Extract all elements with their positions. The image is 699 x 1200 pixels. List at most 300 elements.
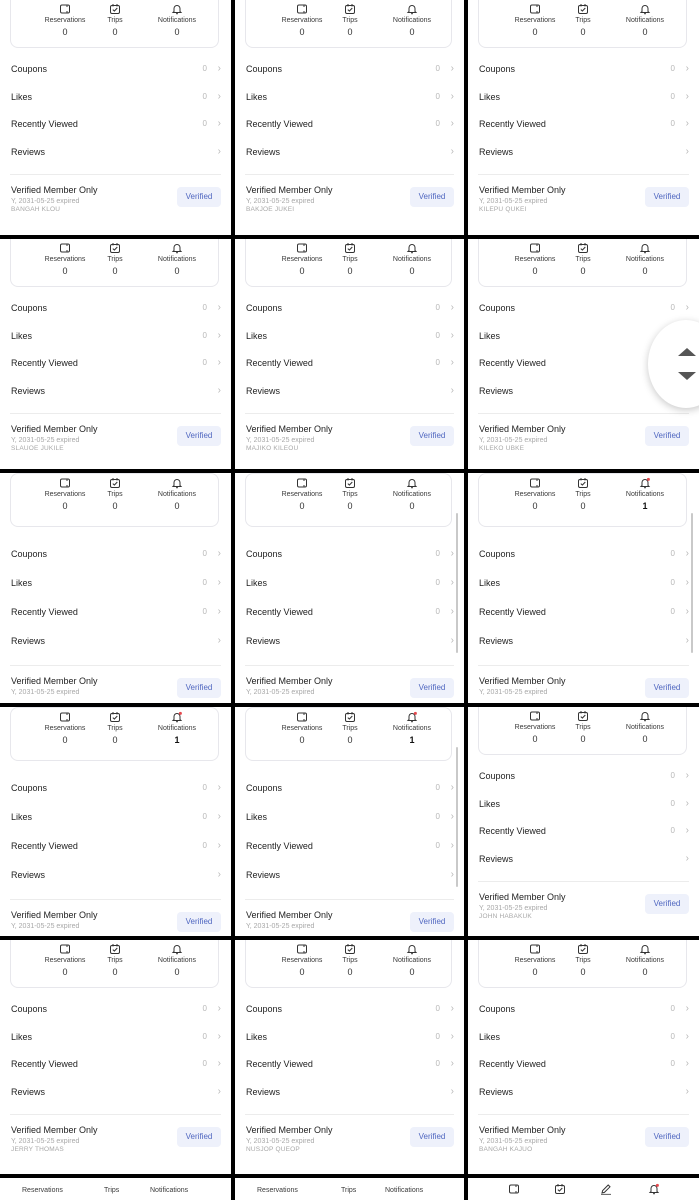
stat-trips[interactable]: [80, 711, 150, 746]
stat-label-trips: Trips: [107, 17, 123, 24]
menu-row-recently-viewed[interactable]: [246, 117, 454, 131]
menu-row-likes[interactable]: [11, 1030, 221, 1044]
verified-badge[interactable]: Verified: [177, 187, 221, 207]
menu-row-recently-viewed[interactable]: [479, 1057, 689, 1071]
menu-label: Reviews: [11, 636, 46, 646]
profile-screen: [235, 239, 464, 469]
menu-label: Recently Viewed: [479, 358, 546, 368]
menu-count: 0: [202, 1031, 207, 1041]
menu-row-coupons[interactable]: [479, 547, 689, 561]
chevron-right-icon: ›: [217, 384, 221, 396]
verified-member-section: [246, 1124, 454, 1164]
stat-value-reservations: 0: [299, 967, 305, 977]
stat-value-notifications: 0: [409, 266, 415, 276]
menu-row-reviews[interactable]: [11, 1085, 221, 1099]
menu-count: 0: [202, 119, 207, 128]
menu-row-recently-viewed[interactable]: [246, 605, 454, 619]
menu-label: Reviews: [11, 870, 46, 880]
stat-label-notifications: Notifications: [150, 1187, 189, 1194]
stat-label-trips: Trips: [107, 957, 123, 964]
menu-row-likes[interactable]: [11, 576, 221, 590]
stats-card: [10, 940, 219, 988]
stat-value-notifications: 0: [642, 27, 648, 37]
stat-notifications[interactable]: [142, 477, 212, 512]
verified-badge[interactable]: Verified: [410, 912, 454, 932]
calendar-check-icon: [577, 3, 589, 15]
verified-badge[interactable]: Verified: [410, 187, 454, 207]
member-title: Verified Member Only: [246, 910, 333, 920]
stat-label-reservations: Reservations: [22, 1187, 63, 1194]
menu-count: 0: [202, 841, 207, 850]
stat-label-trips: Trips: [575, 724, 591, 731]
stat-trips[interactable]: [315, 477, 385, 512]
stat-label-reservations: Reservations: [44, 17, 86, 24]
divider: [478, 174, 689, 175]
stat-label-notifications: Notifications: [625, 491, 665, 498]
menu-count: 0: [670, 91, 675, 101]
scrollbar[interactable]: [456, 747, 458, 887]
member-expiry: Y, 2031-05-25 expired: [479, 1138, 548, 1145]
menu-row-coupons[interactable]: [11, 547, 221, 561]
member-title: Verified Member Only: [479, 185, 566, 195]
menu-row-coupons[interactable]: [11, 301, 221, 315]
menu-row-likes[interactable]: [479, 576, 689, 590]
calendar-check-icon: [577, 710, 589, 722]
verified-badge[interactable]: Verified: [177, 1127, 221, 1147]
ticket-icon: [529, 3, 541, 15]
verified-member-section: [246, 184, 454, 224]
partial-screen-bottom-2: [235, 1178, 464, 1200]
menu-row-coupons[interactable]: [11, 781, 221, 795]
menu-label: Coupons: [11, 549, 48, 559]
calendar-check-icon: [344, 943, 356, 955]
menu-count: 0: [435, 812, 440, 821]
menu-label: Coupons: [246, 549, 283, 559]
stat-label-trips: Trips: [575, 957, 591, 964]
bell-icon: [171, 3, 183, 15]
menu-label: Likes: [246, 330, 268, 341]
chevron-right-icon: ›: [685, 852, 689, 864]
menu-row-reviews[interactable]: [479, 1085, 689, 1099]
stat-notifications[interactable]: [377, 242, 447, 277]
divider: [478, 413, 689, 414]
menu-count: 0: [435, 1031, 440, 1041]
menu-row-reviews[interactable]: [11, 634, 221, 648]
bell-icon: [406, 477, 418, 489]
menu-count: 0: [435, 783, 440, 792]
menu-row-likes[interactable]: [11, 810, 221, 824]
menu-count: 0: [435, 1059, 440, 1068]
member-title: Verified Member Only: [11, 1125, 98, 1135]
member-name: NUSJOP QUEOP: [246, 1146, 300, 1153]
member-title: Verified Member Only: [11, 676, 98, 686]
menu-label: Likes: [246, 91, 268, 102]
menu-count: 0: [670, 607, 675, 616]
stat-trips[interactable]: [548, 3, 618, 38]
chevron-right-icon: ›: [217, 840, 221, 851]
stat-notifications[interactable]: [142, 242, 212, 277]
chevron-right-icon: ›: [685, 1085, 689, 1097]
stat-trips[interactable]: [548, 477, 618, 512]
stat-label-notifications: Notifications: [157, 491, 197, 498]
stats-card: [245, 473, 452, 527]
menu-row-coupons[interactable]: [11, 1002, 221, 1016]
stat-notifications[interactable]: [142, 943, 212, 978]
stat-label-notifications: Notifications: [392, 957, 432, 964]
chevron-right-icon: ›: [685, 118, 689, 129]
menu-row-recently-viewed[interactable]: [246, 1057, 454, 1071]
chevron-right-icon: ›: [217, 90, 221, 102]
stat-value-trips: 0: [347, 967, 353, 977]
stat-label-trips: Trips: [342, 957, 358, 964]
menu-row-likes[interactable]: [246, 90, 454, 104]
menu-row-coupons[interactable]: [479, 301, 689, 315]
profile-screen: [235, 473, 464, 703]
stats-card: [245, 940, 452, 988]
stat-trips[interactable]: [80, 242, 150, 277]
stat-label-trips: Trips: [341, 1187, 357, 1194]
verified-badge[interactable]: Verified: [645, 894, 689, 914]
menu-row-coupons[interactable]: [479, 769, 689, 783]
menu-row-coupons[interactable]: [11, 62, 221, 76]
bell-icon[interactable]: [648, 1182, 660, 1200]
stat-trips[interactable]: [80, 477, 150, 512]
chevron-right-icon: ›: [217, 869, 221, 880]
stat-trips[interactable]: [548, 943, 618, 978]
stat-value-trips: 0: [580, 27, 586, 37]
menu-row-coupons[interactable]: [246, 781, 454, 795]
menu-row-reviews[interactable]: [11, 384, 221, 398]
chevron-right-icon: ›: [217, 302, 221, 313]
menu-row-likes[interactable]: [246, 810, 454, 824]
menu-label: Likes: [11, 91, 33, 102]
menu-label: Likes: [246, 578, 268, 588]
stats-card: [245, 239, 452, 287]
profile-screen: [468, 473, 699, 703]
chevron-right-icon: ›: [685, 63, 689, 74]
stat-value-trips: 0: [347, 501, 353, 511]
stat-trips[interactable]: [315, 242, 385, 277]
chevron-right-icon: ›: [685, 577, 689, 588]
member-title: Verified Member Only: [11, 185, 98, 195]
menu-row-likes[interactable]: [11, 329, 221, 343]
stat-value-notifications: 0: [642, 734, 648, 744]
menu-label: Reviews: [479, 1086, 514, 1097]
menu-label: Recently Viewed: [246, 119, 313, 129]
verified-member-section: [479, 184, 689, 224]
member-title: Verified Member Only: [246, 676, 333, 686]
profile-screen: [0, 239, 231, 469]
menu-label: Likes: [479, 578, 501, 588]
menu-row-likes[interactable]: [479, 797, 689, 811]
menu-label: Recently Viewed: [11, 119, 78, 129]
verified-badge[interactable]: Verified: [645, 187, 689, 207]
menu-row-coupons[interactable]: [246, 1002, 454, 1016]
chevron-right-icon: ›: [685, 302, 689, 313]
stat-trips[interactable]: [548, 242, 618, 277]
stat-label-notifications: Notifications: [625, 957, 665, 964]
divider: [245, 665, 454, 666]
menu-count: 0: [202, 64, 207, 73]
stat-value-trips: 0: [347, 735, 353, 745]
chevron-right-icon: ›: [450, 118, 454, 129]
menu-count: 0: [202, 1059, 207, 1068]
member-name: JOHN HABAKUK: [479, 913, 532, 920]
menu-label: Recently Viewed: [246, 1059, 313, 1069]
stat-value-trips: 0: [112, 735, 118, 745]
member-expiry: Y, 2031-05-25 expired: [479, 905, 548, 912]
menu-count: 0: [435, 358, 440, 367]
chevron-right-icon: ›: [450, 1003, 454, 1014]
verified-badge[interactable]: Verified: [410, 426, 454, 446]
bell-icon: [171, 943, 183, 955]
menu-row-recently-viewed[interactable]: [246, 356, 454, 370]
menu-row-reviews[interactable]: [479, 145, 689, 159]
stat-trips[interactable]: [548, 710, 618, 745]
verified-member-section: [11, 423, 221, 463]
menu-row-reviews[interactable]: [246, 868, 454, 882]
menu-label: Likes: [479, 1031, 501, 1042]
ticket-icon: [59, 477, 71, 489]
stat-label-notifications: Notifications: [392, 491, 432, 498]
verified-badge[interactable]: Verified: [177, 426, 221, 446]
divider: [10, 899, 221, 900]
stat-value-trips: 0: [347, 266, 353, 276]
menu-label: Reviews: [479, 853, 514, 864]
menu-count: 0: [202, 1004, 207, 1013]
menu-row-reviews[interactable]: [11, 145, 221, 159]
scroll-down-arrow-icon[interactable]: [678, 372, 696, 380]
stat-label-reservations: Reservations: [281, 256, 323, 263]
menu-count: 0: [670, 826, 675, 835]
menu-row-recently-viewed[interactable]: [11, 356, 221, 370]
stat-value-reservations: 0: [62, 27, 68, 37]
stat-notifications[interactable]: [377, 477, 447, 512]
stat-value-trips: 0: [112, 501, 118, 511]
chevron-right-icon: ›: [685, 606, 689, 617]
member-expiry: Y, 2031-05-25 expired: [246, 437, 315, 444]
menu-label: Coupons: [479, 549, 516, 559]
stats-card: [10, 707, 219, 761]
member-title: Verified Member Only: [246, 185, 333, 195]
chevron-right-icon: ›: [450, 384, 454, 396]
stat-notifications[interactable]: [377, 711, 447, 746]
profile-screen: [0, 0, 231, 235]
chevron-right-icon: ›: [450, 329, 454, 341]
divider: [478, 665, 689, 666]
menu-row-recently-viewed[interactable]: [11, 117, 221, 131]
menu-count: 0: [435, 119, 440, 128]
menu-row-recently-viewed[interactable]: [246, 839, 454, 853]
menu-row-likes[interactable]: [479, 90, 689, 104]
divider: [245, 899, 454, 900]
member-name: JERRY THOMAS: [11, 1146, 64, 1153]
menu-label: Recently Viewed: [246, 841, 313, 851]
menu-row-recently-viewed[interactable]: [479, 605, 689, 619]
ticket-icon: [296, 3, 308, 15]
menu-row-recently-viewed[interactable]: [11, 605, 221, 619]
menu-row-likes[interactable]: [246, 1030, 454, 1044]
profile-screen: [235, 0, 464, 235]
menu-row-recently-viewed[interactable]: [11, 1057, 221, 1071]
menu-row-reviews[interactable]: [246, 634, 454, 648]
menu-row-coupons[interactable]: [479, 1002, 689, 1016]
stat-trips[interactable]: [80, 3, 150, 38]
menu-row-likes[interactable]: [246, 576, 454, 590]
stat-notifications[interactable]: [610, 477, 680, 512]
stats-card: [245, 0, 452, 48]
menu-count: 0: [202, 303, 207, 312]
menu-row-reviews[interactable]: [479, 634, 689, 648]
scroll-up-arrow-icon[interactable]: [678, 348, 696, 356]
stat-value-trips: 0: [580, 734, 586, 744]
chevron-right-icon: ›: [450, 840, 454, 851]
stat-label-trips: Trips: [342, 491, 358, 498]
stat-value-notifications: 0: [174, 967, 180, 977]
scrollbar[interactable]: [691, 513, 693, 653]
menu-label: Reviews: [479, 146, 514, 157]
ticket-icon: [59, 711, 71, 723]
stat-label-reservations: Reservations: [281, 491, 323, 498]
stat-trips[interactable]: [315, 3, 385, 38]
stat-value-trips: 0: [112, 266, 118, 276]
stat-notifications[interactable]: [142, 3, 212, 38]
verified-badge[interactable]: Verified: [177, 912, 221, 932]
calendar-check-icon: [577, 943, 589, 955]
bell-icon: [639, 242, 651, 254]
stat-trips[interactable]: [315, 943, 385, 978]
menu-row-reviews[interactable]: [246, 1085, 454, 1099]
calendar-check-icon: [344, 242, 356, 254]
menu-count: 0: [670, 578, 675, 587]
stat-trips[interactable]: [80, 943, 150, 978]
stat-notifications[interactable]: [377, 3, 447, 38]
menu-row-recently-viewed[interactable]: [11, 839, 221, 853]
pencil-icon[interactable]: [600, 1182, 612, 1200]
menu-label: Coupons: [11, 1004, 48, 1014]
verified-badge[interactable]: Verified: [410, 678, 454, 698]
member-title: Verified Member Only: [479, 892, 566, 902]
menu-label: Recently Viewed: [479, 826, 546, 836]
menu-row-coupons[interactable]: [246, 301, 454, 315]
chevron-right-icon: ›: [217, 606, 221, 617]
stat-label-trips: Trips: [107, 256, 123, 263]
stat-label-notifications: Notifications: [392, 17, 432, 24]
scrollbar[interactable]: [456, 513, 458, 653]
stat-value-reservations: 0: [62, 735, 68, 745]
stat-notifications[interactable]: [377, 943, 447, 978]
stat-label-trips: Trips: [575, 17, 591, 24]
chevron-right-icon: ›: [217, 145, 221, 157]
stat-label-notifications: Notifications: [157, 17, 197, 24]
menu-label: Likes: [246, 812, 268, 822]
menu-row-reviews[interactable]: [11, 868, 221, 882]
menu-label: Likes: [11, 578, 33, 588]
member-expiry: Y, 2031-05-25 expired: [246, 198, 315, 205]
stat-value-notifications: 0: [174, 27, 180, 37]
menu-row-coupons[interactable]: [246, 547, 454, 561]
stat-label-reservations: Reservations: [44, 256, 86, 263]
menu-row-likes[interactable]: [11, 90, 221, 104]
stat-label-trips: Trips: [107, 491, 123, 498]
profile-screen: [468, 0, 699, 235]
member-title: Verified Member Only: [246, 1125, 333, 1135]
stat-trips[interactable]: [315, 711, 385, 746]
menu-row-likes[interactable]: [479, 1030, 689, 1044]
menu-label: Likes: [11, 812, 33, 822]
menu-row-recently-viewed[interactable]: [479, 824, 689, 838]
chevron-right-icon: ›: [685, 548, 689, 559]
chevron-right-icon: ›: [217, 329, 221, 341]
stat-value-reservations: 0: [62, 967, 68, 977]
profile-screen: [235, 707, 464, 936]
stat-notifications[interactable]: [610, 710, 680, 745]
menu-row-coupons[interactable]: [479, 62, 689, 76]
verified-member-section: [246, 909, 454, 936]
stats-card: [478, 0, 687, 48]
menu-label: Recently Viewed: [246, 358, 313, 368]
menu-row-likes[interactable]: [246, 329, 454, 343]
stat-notifications[interactable]: [610, 3, 680, 38]
member-expiry: Y, 2031-05-25 expired: [11, 437, 80, 444]
chevron-right-icon: ›: [450, 548, 454, 559]
menu-label: Recently Viewed: [11, 1059, 78, 1069]
calendar-check-icon: [577, 477, 589, 489]
verified-member-section: [11, 909, 221, 936]
stat-label-reservations: Reservations: [514, 724, 556, 731]
menu-label: Coupons: [479, 303, 516, 313]
chevron-right-icon: ›: [217, 1030, 221, 1042]
verified-badge[interactable]: Verified: [177, 678, 221, 698]
profile-screen: [0, 940, 231, 1174]
menu-count: 0: [202, 330, 207, 340]
menu-row-recently-viewed[interactable]: [479, 117, 689, 131]
verified-badge[interactable]: Verified: [645, 678, 689, 698]
chevron-right-icon: ›: [450, 1085, 454, 1097]
verified-member-section: [479, 423, 689, 463]
stat-value-trips: 0: [580, 266, 586, 276]
chevron-right-icon: ›: [450, 635, 454, 646]
member-name: BANGAH KAJUO: [479, 1146, 533, 1153]
verified-badge[interactable]: Verified: [645, 426, 689, 446]
chevron-right-icon: ›: [217, 635, 221, 646]
menu-label: Reviews: [246, 636, 281, 646]
stat-notifications[interactable]: [610, 242, 680, 277]
verified-member-section: [246, 675, 454, 703]
menu-row-reviews[interactable]: [246, 384, 454, 398]
bell-icon: [406, 242, 418, 254]
chevron-right-icon: ›: [450, 577, 454, 588]
stats-card: [478, 940, 687, 988]
member-expiry: Y, 2031-05-25 expired: [246, 689, 315, 696]
stat-value-notifications: 0: [174, 266, 180, 276]
chevron-right-icon: ›: [685, 145, 689, 157]
stat-notifications[interactable]: [610, 943, 680, 978]
verified-badge[interactable]: Verified: [645, 1127, 689, 1147]
member-title: Verified Member Only: [11, 424, 98, 434]
stat-value-reservations: 0: [532, 967, 538, 977]
bell-dot-icon: [406, 711, 418, 723]
stat-notifications[interactable]: [142, 711, 212, 746]
menu-label: Reviews: [479, 636, 514, 646]
menu-label: Reviews: [479, 385, 514, 396]
menu-row-reviews[interactable]: [246, 145, 454, 159]
stat-label-reservations: Reservations: [514, 256, 556, 263]
menu-row-coupons[interactable]: [246, 62, 454, 76]
chevron-right-icon: ›: [685, 1058, 689, 1069]
verified-badge[interactable]: Verified: [410, 1127, 454, 1147]
menu-row-reviews[interactable]: [479, 852, 689, 866]
